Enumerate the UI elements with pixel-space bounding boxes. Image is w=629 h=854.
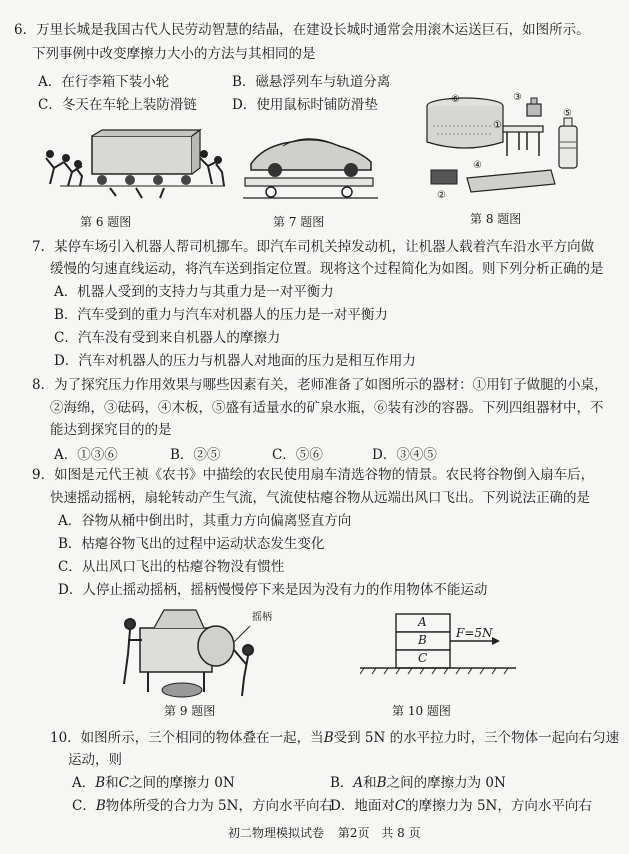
q10-option-b-text: 之间的摩擦力为 0N [386, 775, 506, 791]
q6-option-a: A．在行李箱下装小轮 [38, 74, 170, 90]
q10-option-b-var-a: A [353, 775, 364, 791]
q10-option-b [330, 774, 506, 792]
fig10-caption: 第 10 题图 [392, 704, 451, 718]
q10-option-d-text: 的摩擦力为 5N，方向水平向右 [405, 798, 592, 814]
fig10-block-c-label: C [418, 651, 428, 665]
fig8-materials-illustration [423, 86, 603, 206]
q8-option-b: B．②⑤ [170, 447, 221, 463]
page-footer [228, 824, 421, 841]
q6-option-b: B．磁悬浮列车与轨道分离 [232, 74, 391, 90]
q10-stem-text-2: 受到 5N 的水平拉力时，三个物体一起向右匀速 [333, 730, 620, 746]
q10-option-a-var-b: B [95, 775, 106, 791]
q6-option-d: D．使用鼠标时铺防滑垫 [232, 97, 378, 113]
fig9-handle-label: 摇柄 [252, 612, 272, 623]
q10-stem-line1 [50, 729, 619, 747]
q8-option-a: A．①③⑥ [54, 447, 118, 463]
q10-option-d-var-c: C [394, 798, 406, 814]
q8-option-c: C．⑤⑥ [272, 447, 323, 463]
fig8-label-3: ③ [513, 92, 522, 103]
q9-option-b: B．枯瘪谷物飞出的过程中运动状态发生变化 [58, 536, 325, 552]
q8-stem-line1: 8．为了探究压力作用效果与哪些因素有关，老师准备了如图所示的器材：①用钉子做腿的小桌， [32, 377, 608, 393]
fig8-label-4: ④ [473, 160, 482, 171]
q10-option-b-and: 和 [363, 775, 377, 791]
q10-option-c-prefix: C． [72, 798, 96, 814]
fig8-caption: 第 8 题图 [470, 212, 522, 226]
q6-stem-line1: 6．万里长城是我国古代人民劳动智慧的结晶，在建设长城时通常会用滚木运送巨石，如图所示。 [14, 22, 590, 38]
q8-stem-line2: ②海绵，③砝码，④木板，⑤盛有适量水的矿泉水瓶，⑥装有沙的容器。下列四组器材中，不 [50, 400, 604, 416]
footer-total-pages: 共 8 页 [381, 826, 421, 840]
q9-stem-line2: 快速摇动摇柄，扇轮转动产生气流，气流使枯瘪谷物从远端出风口飞出。下列说法正确的是 [50, 490, 590, 506]
fig7-caption: 第 7 题图 [273, 215, 325, 229]
q10-option-c [72, 797, 333, 815]
q7-stem-line1: 7．某停车场引入机器人帮司机挪车。即汽车司机关掉发动机，让机器人载着汽车沿水平方向做 [32, 239, 595, 255]
q10-option-b-prefix: B． [330, 775, 354, 791]
q7-option-a: A．机器人受到的支持力与其重力是一对平衡力 [54, 284, 334, 300]
q8-option-d: D．③④⑤ [372, 447, 437, 463]
q9-option-a: A．谷物从桶中倒出时，其重力方向偏离竖直方向 [58, 513, 352, 529]
q6-stem-line2: 下列事例中改变摩擦力大小的方法与其相同的是 [32, 46, 316, 62]
fig6-rolling-logs-illustration [40, 128, 230, 208]
footer-page-number: 第2页 [337, 826, 370, 840]
q10-option-a-var-c: C [118, 775, 130, 791]
q10-option-c-text: 物体所受的合力为 5N，方向水平向右 [105, 798, 333, 814]
q10-option-d [330, 797, 592, 815]
fig8-label-2: ② [437, 190, 446, 201]
fig8-label-5: ⑤ [563, 108, 572, 119]
q10-option-c-var-b: B [95, 798, 106, 814]
q10-option-d-prefix: D．地面对 [330, 798, 395, 814]
fig10-force-arrowhead [492, 637, 500, 645]
q10-option-a-text: 之间的摩擦力 0N [129, 775, 235, 791]
footer-title: 初二物理模拟试卷 [228, 826, 325, 840]
q6-option-c: C．冬天在车轮上装防滑链 [38, 97, 197, 113]
fig10-force-label: F=5N [456, 626, 493, 640]
fig10-blocks-svg [360, 612, 520, 696]
q10-option-a-prefix: A． [72, 775, 96, 791]
fig6-caption: 第 6 题图 [80, 215, 132, 229]
q10-stem-text-1: 10．如图所示，三个相同的物体叠在一起，当 [50, 730, 324, 746]
q10-option-b-var-b: B [376, 775, 387, 791]
q9-stem-line1: 9．如图是元代王祯《农书》中描绘的农民使用扇车清选谷物的情景。农民将谷物倒入扇车后， [32, 467, 595, 483]
q9-option-c: C．从出风口飞出的枯瘪谷物没有惯性 [58, 559, 285, 575]
q8-stem-line3: 能达到探究目的的是 [50, 422, 172, 438]
fig7-car-robot-illustration [243, 128, 378, 208]
q10-option-a-and: 和 [105, 775, 119, 791]
q10-stem-var-b: B [323, 730, 334, 746]
fig9-caption: 第 9 题图 [164, 704, 216, 718]
q9-option-d: D．人停止摇动摇柄，摇柄慢慢停下来是因为没有力的作用物体不能运动 [58, 582, 488, 598]
q7-option-c: C．汽车没有受到来自机器人的摩擦力 [54, 330, 281, 346]
fig10-block-b-label: B [418, 633, 427, 647]
fig8-label-6: ⑥ [451, 94, 460, 105]
fig10-block-a-label: A [418, 615, 427, 629]
q10-stem-line2: 运动，则 [68, 752, 122, 768]
fig10-stacked-blocks-diagram [360, 612, 520, 696]
q7-stem-line2: 缓慢的匀速直线运动，将汽车送到指定位置。现将这个过程简化为如图。则下列分析正确的是 [50, 261, 604, 277]
q10-option-a [72, 774, 235, 792]
fig8-label-1: ① [493, 120, 502, 131]
q7-option-b: B．汽车受到的重力与汽车对机器人的压力是一对平衡力 [54, 307, 388, 323]
q7-option-d: D．汽车对机器人的压力与机器人对地面的压力是相互作用力 [54, 353, 416, 369]
